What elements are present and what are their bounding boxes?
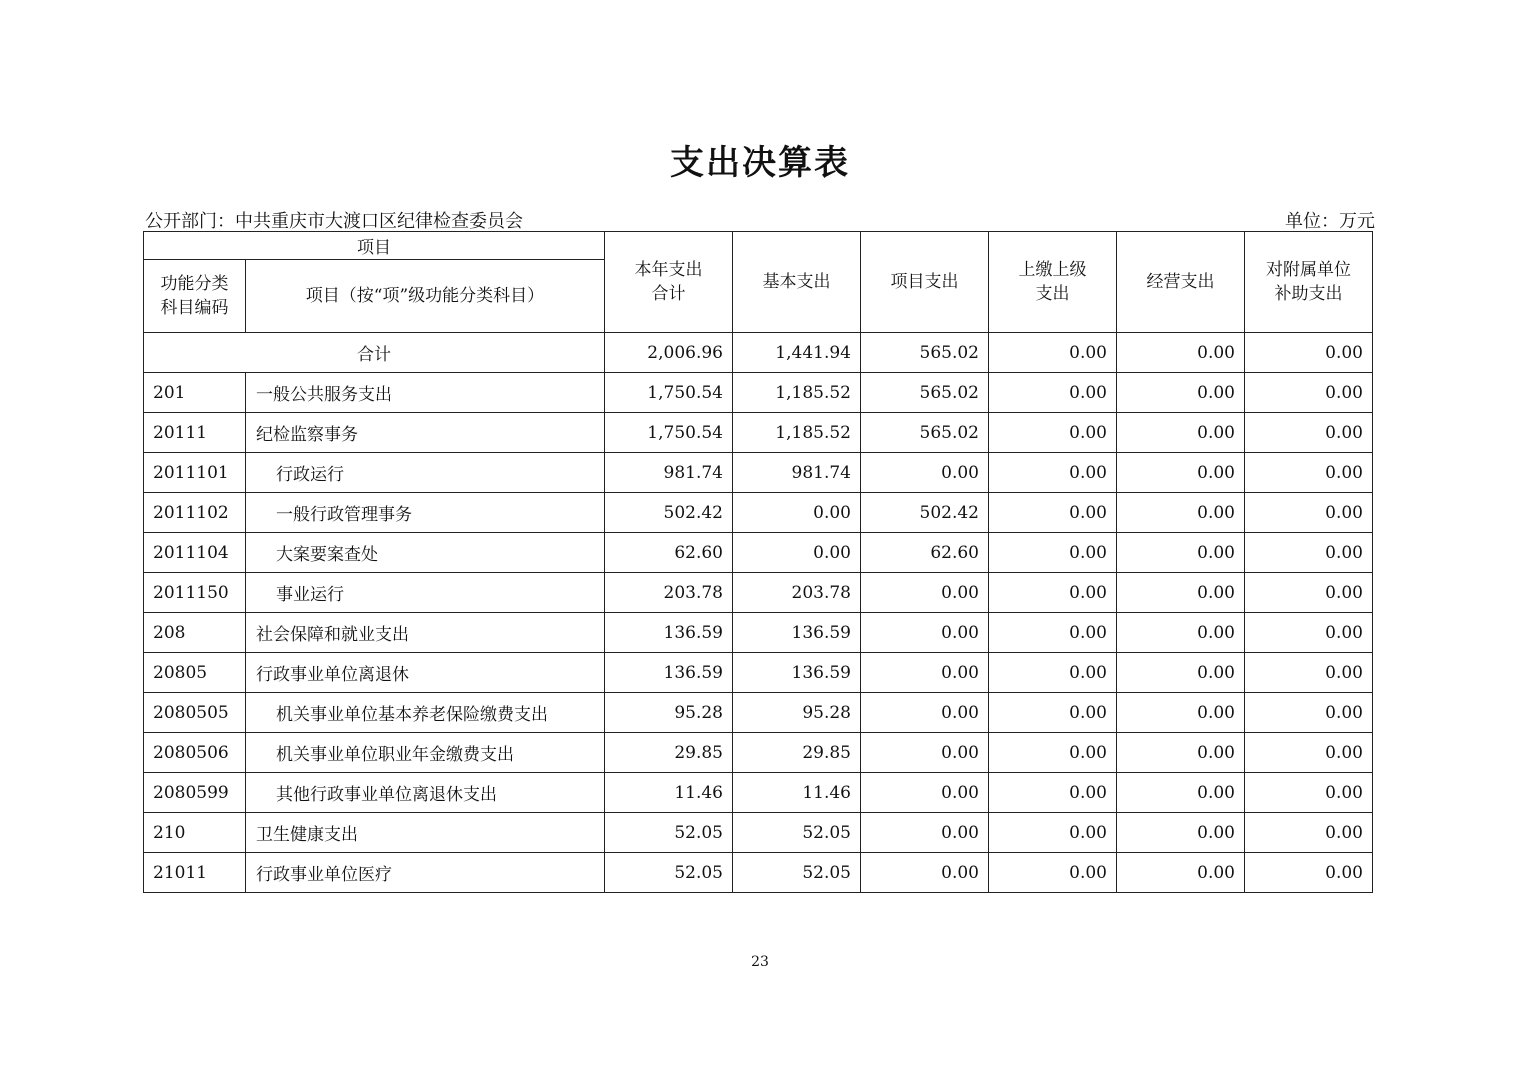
row-value: 0.00: [861, 453, 989, 493]
row-value: 0.00: [989, 773, 1117, 813]
row-value: 0.00: [1117, 453, 1245, 493]
header-upper-level: 上缴上级 支出: [989, 232, 1117, 333]
row-value: 0.00: [861, 693, 989, 733]
total-value: 1,441.94: [733, 333, 861, 373]
row-name: 机关事业单位职业年金缴费支出: [246, 733, 605, 773]
row-value: 0.00: [861, 853, 989, 893]
row-value: 0.00: [989, 693, 1117, 733]
row-name: 纪检监察事务: [246, 413, 605, 453]
row-value: 136.59: [605, 653, 733, 693]
row-value: 136.59: [605, 613, 733, 653]
table-row: [144, 453, 1373, 493]
row-name: 行政事业单位离退休: [246, 653, 605, 693]
total-row: [144, 333, 1373, 373]
table-row: [144, 693, 1373, 733]
header-total: 本年支出 合计: [605, 232, 733, 333]
row-value: 0.00: [1245, 693, 1373, 733]
row-code: 20111: [144, 413, 246, 453]
header-project: 项目: [144, 232, 605, 260]
row-value: 0.00: [1117, 373, 1245, 413]
row-value: 0.00: [861, 773, 989, 813]
header-name: 项目（按“项”级功能分类科目）: [246, 260, 605, 333]
row-value: 0.00: [733, 493, 861, 533]
row-code: 20805: [144, 653, 246, 693]
row-value: 1,185.52: [733, 373, 861, 413]
row-value: 0.00: [1245, 733, 1373, 773]
header-basic: 基本支出: [733, 232, 861, 333]
row-value: 565.02: [861, 373, 989, 413]
row-value: 0.00: [1117, 773, 1245, 813]
row-value: 981.74: [733, 453, 861, 493]
row-value: 0.00: [989, 853, 1117, 893]
row-value: 502.42: [861, 493, 989, 533]
unit-label: 单位：万元: [1285, 211, 1375, 232]
row-code: 2011104: [144, 533, 246, 573]
row-value: 565.02: [861, 413, 989, 453]
row-name: 一般行政管理事务: [246, 493, 605, 533]
row-value: 0.00: [861, 733, 989, 773]
row-name: 行政运行: [246, 453, 605, 493]
row-value: 0.00: [1245, 773, 1373, 813]
row-code: 2011101: [144, 453, 246, 493]
row-value: 981.74: [605, 453, 733, 493]
row-value: 0.00: [1117, 733, 1245, 773]
row-value: 11.46: [733, 773, 861, 813]
table-row: [144, 533, 1373, 573]
total-value: 0.00: [989, 333, 1117, 373]
row-value: 0.00: [1117, 533, 1245, 573]
table-row: [144, 413, 1373, 453]
row-value: 1,750.54: [605, 373, 733, 413]
department-label: 公开部门：中共重庆市大渡口区纪律检查委员会: [145, 211, 523, 232]
table-row: [144, 773, 1373, 813]
row-value: 62.60: [605, 533, 733, 573]
row-value: 0.00: [1117, 693, 1245, 733]
row-value: 0.00: [989, 533, 1117, 573]
row-value: 52.05: [733, 853, 861, 893]
table-row: [144, 813, 1373, 853]
row-code: 21011: [144, 853, 246, 893]
row-name: 大案要案查处: [246, 533, 605, 573]
row-value: 0.00: [1245, 373, 1373, 413]
row-value: 0.00: [989, 813, 1117, 853]
row-value: 0.00: [989, 573, 1117, 613]
row-name: 卫生健康支出: [246, 813, 605, 853]
row-value: 0.00: [989, 453, 1117, 493]
table-row: [144, 613, 1373, 653]
table-row: [144, 493, 1373, 533]
row-code: 201: [144, 373, 246, 413]
page-number: 23: [751, 954, 769, 970]
row-value: 52.05: [605, 813, 733, 853]
row-name: 其他行政事业单位离退休支出: [246, 773, 605, 813]
row-value: 203.78: [605, 573, 733, 613]
row-value: 0.00: [989, 613, 1117, 653]
table-row: [144, 853, 1373, 893]
row-value: 95.28: [733, 693, 861, 733]
row-code: 210: [144, 813, 246, 853]
page-title: 支出决算表: [670, 143, 850, 183]
table-row: [144, 733, 1373, 773]
row-name: 行政事业单位医疗: [246, 853, 605, 893]
row-code: 208: [144, 613, 246, 653]
header-subsidy: 对附属单位 补助支出: [1245, 232, 1373, 333]
table-row: [144, 573, 1373, 613]
row-value: 0.00: [1245, 853, 1373, 893]
row-value: 0.00: [1117, 493, 1245, 533]
row-value: 0.00: [989, 733, 1117, 773]
row-value: 0.00: [1245, 573, 1373, 613]
row-value: 1,750.54: [605, 413, 733, 453]
row-value: 502.42: [605, 493, 733, 533]
expenditure-table: [143, 231, 1373, 893]
row-value: 52.05: [733, 813, 861, 853]
row-code: 2011102: [144, 493, 246, 533]
row-value: 0.00: [1245, 613, 1373, 653]
row-value: 11.46: [605, 773, 733, 813]
row-value: 203.78: [733, 573, 861, 613]
row-value: 0.00: [1245, 493, 1373, 533]
total-label: 合计: [144, 333, 605, 373]
row-value: 95.28: [605, 693, 733, 733]
header-code: 功能分类 科目编码: [144, 260, 246, 333]
row-value: 0.00: [989, 413, 1117, 453]
row-value: 62.60: [861, 533, 989, 573]
row-name: 社会保障和就业支出: [246, 613, 605, 653]
row-value: 0.00: [861, 813, 989, 853]
total-value: 0.00: [1245, 333, 1373, 373]
row-value: 136.59: [733, 613, 861, 653]
header-project-expenditure: 项目支出: [861, 232, 989, 333]
row-value: 136.59: [733, 653, 861, 693]
row-value: 0.00: [1117, 613, 1245, 653]
row-value: 0.00: [733, 533, 861, 573]
row-value: 0.00: [1117, 653, 1245, 693]
row-name: 机关事业单位基本养老保险缴费支出: [246, 693, 605, 733]
row-value: 29.85: [605, 733, 733, 773]
row-value: 0.00: [1245, 813, 1373, 853]
row-value: 0.00: [861, 573, 989, 613]
total-value: 565.02: [861, 333, 989, 373]
row-value: 0.00: [1245, 413, 1373, 453]
row-value: 52.05: [605, 853, 733, 893]
header-business: 经营支出: [1117, 232, 1245, 333]
row-value: 0.00: [1245, 453, 1373, 493]
row-code: 2011150: [144, 573, 246, 613]
row-name: 事业运行: [246, 573, 605, 613]
total-value: 0.00: [1117, 333, 1245, 373]
row-value: 29.85: [733, 733, 861, 773]
row-code: 2080505: [144, 693, 246, 733]
row-code: 2080506: [144, 733, 246, 773]
row-value: 0.00: [1117, 413, 1245, 453]
row-value: 0.00: [861, 653, 989, 693]
row-value: 0.00: [1117, 853, 1245, 893]
row-value: 0.00: [989, 373, 1117, 413]
row-value: 0.00: [861, 613, 989, 653]
row-code: 2080599: [144, 773, 246, 813]
row-value: 1,185.52: [733, 413, 861, 453]
row-value: 0.00: [1245, 533, 1373, 573]
row-value: 0.00: [1245, 653, 1373, 693]
table-row: [144, 373, 1373, 413]
row-value: 0.00: [989, 493, 1117, 533]
total-value: 2,006.96: [605, 333, 733, 373]
row-name: 一般公共服务支出: [246, 373, 605, 413]
row-value: 0.00: [1117, 573, 1245, 613]
row-value: 0.00: [1117, 813, 1245, 853]
row-value: 0.00: [989, 653, 1117, 693]
table-row: [144, 653, 1373, 693]
